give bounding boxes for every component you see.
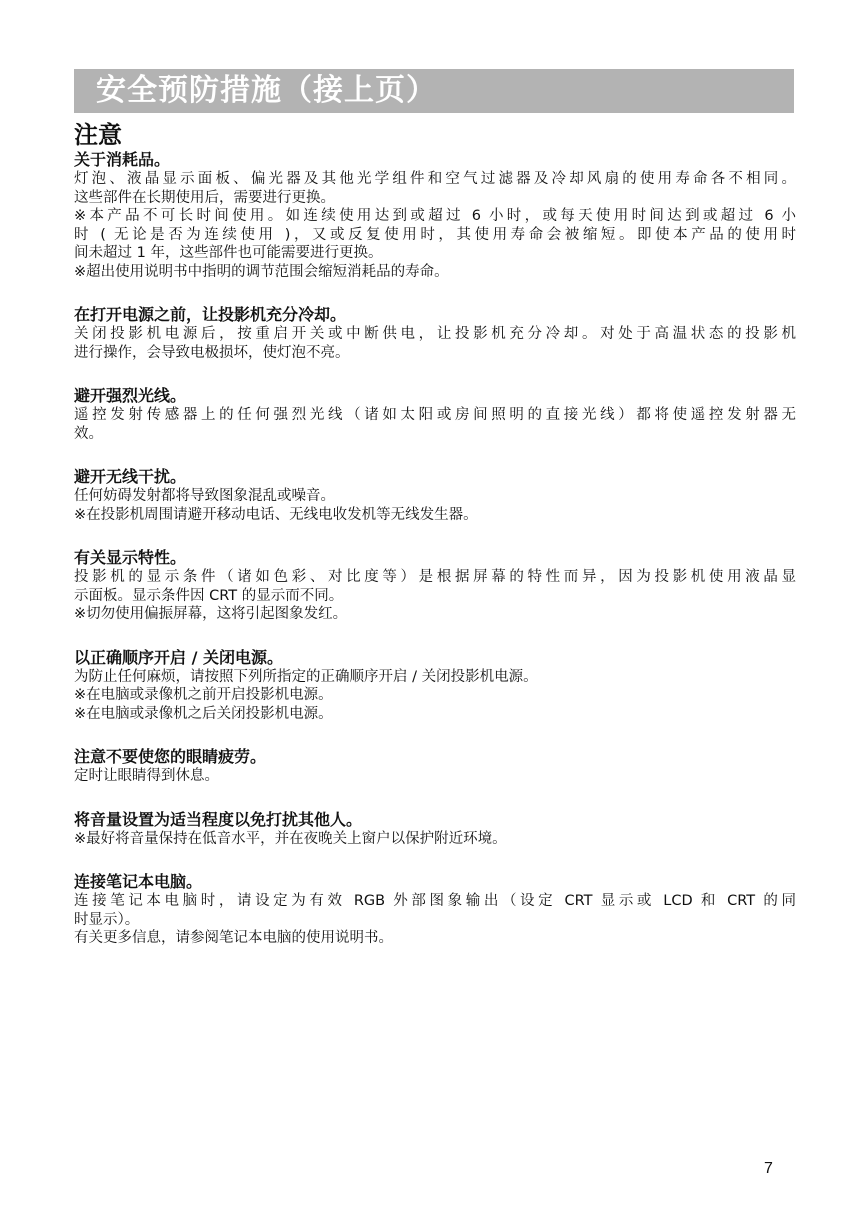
- section-display-characteristics: [74, 548, 796, 624]
- section-eye-fatigue: [74, 747, 796, 786]
- section-title: 避开强烈光线。: [74, 386, 187, 405]
- caution-heading: 注意: [74, 121, 122, 149]
- section-title: 将音量设置为适当程度以免打扰其他人。: [74, 809, 363, 829]
- text-line: 任何妨碍发射都将导致图象混乱或噪音。: [74, 488, 335, 504]
- section-consumables: [74, 150, 796, 281]
- text-line: 关闭投影机电源后，按重启开关或中断供电，让投影机充分冷却。对处于高温状态的投影机: [74, 326, 796, 342]
- section-power-order: [74, 648, 796, 724]
- section-strong-light: [74, 386, 796, 443]
- text-line: 灯泡、液晶显示面板、偏光器及其他光学组件和空气过滤器及冷却风扇的使用寿命各不相同。: [74, 171, 796, 187]
- page-number: 7: [764, 1160, 773, 1177]
- text-line: ※最好将音量保持在低音水平，并在夜晚关上窗户以保护附近环境。: [74, 830, 507, 847]
- section-title: 连接笔记本电脑。: [74, 872, 203, 891]
- text-line: ※在电脑或录像机之前开启投影机电源。: [74, 687, 333, 703]
- text-line: 效。: [74, 425, 103, 442]
- text-line: ※在电脑或录像机之后关闭投影机电源。: [74, 705, 333, 722]
- section-title: 有关显示特性。: [74, 548, 187, 567]
- section-title: 避开无线干扰。: [74, 467, 187, 486]
- text-line: 定时让眼睛得到休息。: [74, 768, 219, 784]
- text-line: 间未超过 1 年，这些部件也可能需要进行更换。: [74, 245, 383, 261]
- text-line: 为防止任何麻烦，请按照下列所指定的正确顺序开启 / 关闭投影机电源。: [74, 668, 538, 685]
- text-line: 进行操作，会导致电极损坏，使灯泡不亮。: [74, 344, 350, 361]
- section-title: 在打开电源之前，让投影机充分冷却。: [74, 305, 347, 324]
- section-laptop: [74, 872, 796, 948]
- text-line: 有关更多信息，请参阅笔记本电脑的使用说明书。: [74, 930, 393, 946]
- text-line: 遥控发射传感器上的任何强烈光线（诸如太阳或房间照明的直接光线）都将使遥控发射器无: [74, 407, 796, 423]
- section-radio-interference: [74, 467, 796, 524]
- text-line: ※超出使用说明书中指明的调节范围会缩短消耗品的寿命。: [74, 263, 449, 280]
- text-line: 连接笔记本电脑时，请设定为有效 RGB 外部图象输出（设定 CRT 显示或 LCD 和 CRT 的同: [74, 893, 796, 909]
- page-title: 安全预防措施（接上页）: [96, 73, 437, 108]
- text-line: 时 ( 无论是否为连续使用 )，又或反复使用时，其使用寿命会被缩短。即使本产品的使用时: [74, 226, 796, 243]
- section-title: 注意不要使您的眼睛疲劳。: [74, 747, 267, 766]
- content: [74, 150, 796, 972]
- section-title: 关于消耗品。: [74, 150, 171, 169]
- section-cooling: [74, 305, 796, 362]
- text-line: ※切勿使用偏振屏幕，这将引起图象发红。: [74, 606, 348, 622]
- text-line: 示面板。显示条件因 CRT 的显示而不同。: [74, 587, 344, 604]
- text-line: ※在投影机周围请避开移动电话、无线电收发机等无线发生器。: [74, 506, 478, 523]
- title-bar: [74, 69, 794, 113]
- section-volume: [74, 810, 796, 849]
- text-line: ※本产品不可长时间使用。如连续使用达到或超过 6 小时，或每天使用时间达到或超过 6 小: [74, 208, 796, 224]
- section-title: 以正确顺序开启 / 关闭电源。: [74, 647, 283, 667]
- text-line: 这些部件在长期使用后，需要进行更换。: [74, 189, 335, 206]
- text-line: 时显示）。: [74, 911, 140, 928]
- text-line: 投影机的显示条件（诸如色彩、对比度等）是根据屏幕的特性而异，因为投影机使用液晶显: [74, 569, 796, 585]
